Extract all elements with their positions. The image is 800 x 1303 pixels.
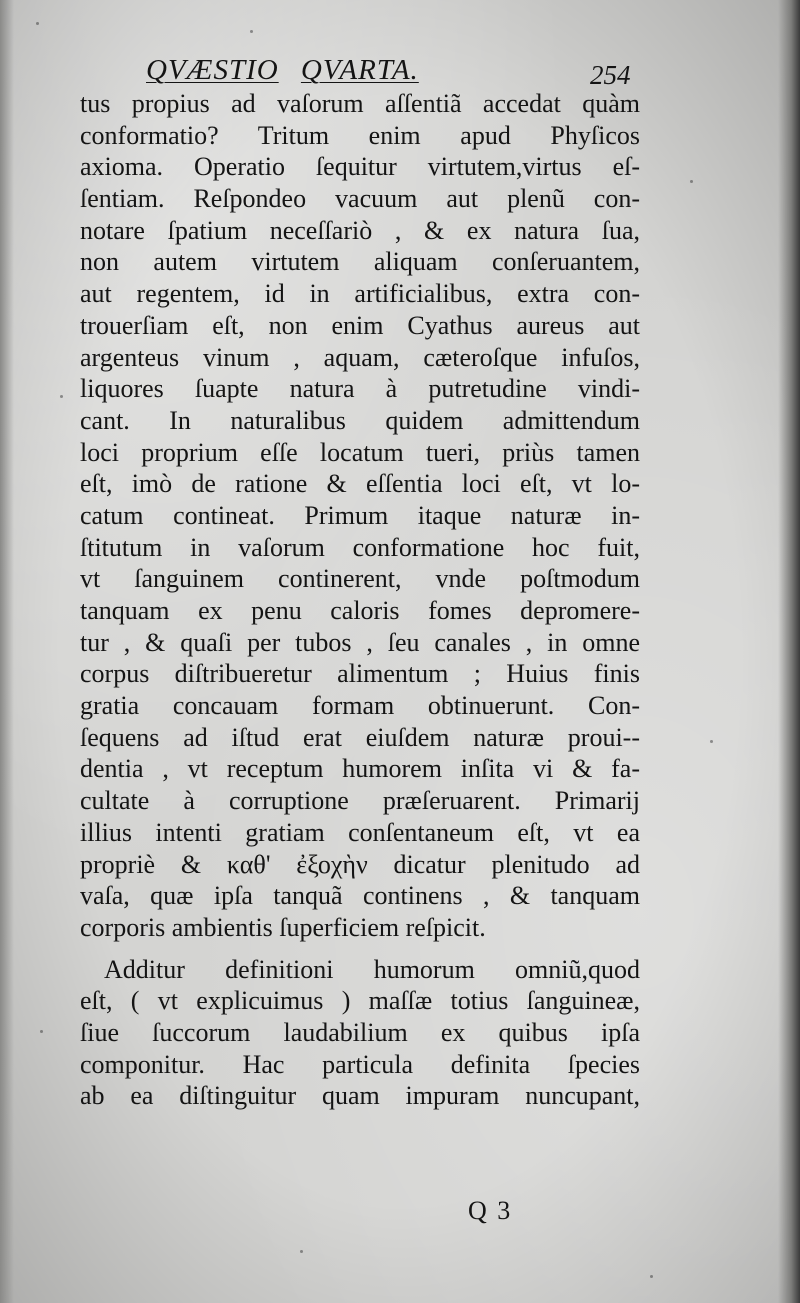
page-number: 254 [590,60,631,90]
text-line: tur , & quaſi per tubos , ſeu canales , in omne [80,627,640,657]
catchword: Q 3 [468,1196,513,1225]
text-line: ſtitutum in vaſorum conformatione hoc fuit, [80,532,640,562]
text-line: axioma. Operatio ſequitur virtutem,virtus eſ- [80,152,640,182]
paper-speck [40,1030,43,1033]
text-line: ſequens ad iſtud erat eiuſdem naturæ proui-- [80,722,640,752]
paper-speck [650,1275,653,1278]
page-right-edge-shadow [778,0,800,1303]
text-line: vaſa, quæ ipſa tanquã continens , & tanquam [80,881,640,911]
text-line: liquores ſuapte natura à putretudine vindi- [80,374,640,404]
running-head-right: QVARTA. [300,54,419,86]
text-line: conformatio? Tritum enim apud Phyſicos [80,120,640,150]
paper-speck [60,395,63,398]
text-line: non autem virtutem aliquam conſeruantem, [80,247,640,277]
text-line: corporis ambientis ſuperficiem reſpicit. [80,912,486,942]
running-head-left: QVÆSTIO [146,54,279,86]
paper-speck [710,740,713,743]
text-line: trouerſiam eſt, non enim Cyathus aureus aut [80,310,640,340]
text-line: cultate à corruptione præſeruarent. Primarij [80,786,640,816]
text-line: catum contineat. Primum itaque naturæ in- [80,500,640,530]
page-left-edge-shadow [0,0,14,1303]
text-line: vt ſanguinem continerent, vnde poſtmodum [80,564,640,594]
text-line: tus propius ad vaſorum aſſentiã accedat quàm [80,89,640,118]
text-line: loci proprium eſſe locatum tueri, priùs tamen [80,437,640,467]
paragraph-gap [80,944,640,954]
text-line: Additur definitioni humorum omniũ,quod [104,954,640,984]
paragraph-2 [80,954,640,1112]
text-line: ſentiam. Reſpondeo vacuum aut plenũ con- [80,184,640,214]
text-line: corpus diſtribueretur alimentum ; Huius finis [80,659,640,689]
text-line: propriè & καθ' ἐξοχὴν dicatur plenitudo ad [80,849,640,879]
running-head [146,54,419,87]
paragraph-1 [80,88,640,944]
text-line: notare ſpatium neceſſariò , & ex natura ſua, [80,215,640,245]
paper-speck [36,22,39,25]
text-line: illius intenti gratiam conſentaneum eſt, vt ea [80,817,640,847]
text-line: ſiue ſuccorum laudabilium ex quibus ipſa [80,1017,640,1047]
body-text [80,88,640,1112]
text-line: cant. In naturalibus quidem admittendum [80,405,640,435]
text-line: eſt, ( vt explicuimus ) maſſæ totius ſanguineæ, [80,986,640,1016]
text-line: tanquam ex penu caloris fomes depromere- [80,596,640,625]
text-line: aut regentem, id in artificialibus, extra con- [80,279,640,309]
text-line: componitur. Hac particula definita ſpecies [80,1049,640,1079]
paper-speck [250,30,253,33]
paper-speck [300,1250,303,1253]
text-line: gratia concauam formam obtinuerunt. Con- [80,691,640,721]
text-line: eſt, imò de ratione & eſſentia loci eſt, vt lo- [80,469,640,499]
paper-speck [690,180,693,183]
text-line: dentia , vt receptum humorem inſita vi & fa- [80,754,640,784]
text-line: ab ea diſtinguitur quam impuram nuncupant, [80,1081,640,1111]
text-line: argenteus vinum , aquam, cæteroſque infuſos, [80,342,640,372]
